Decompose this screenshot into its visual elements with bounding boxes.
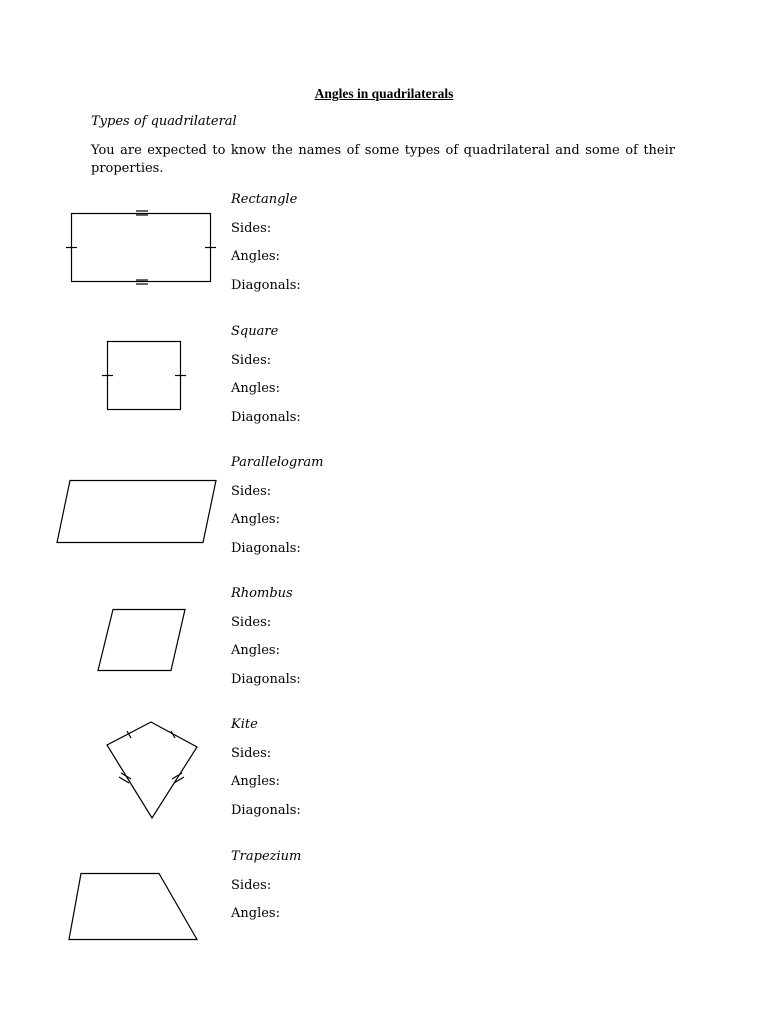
angles-field: Angles: — [231, 906, 280, 921]
rectangle-figure — [66, 211, 216, 284]
diagonals-field: Diagonals: — [231, 540, 301, 556]
parallelogram-figure — [57, 481, 216, 543]
angles-field: Angles: — [231, 381, 280, 396]
rectangle-section — [231, 192, 531, 306]
angles-field: Angles: — [231, 249, 280, 264]
shape-name-kite: Kite — [231, 717, 258, 732]
angles-field: Angles: — [231, 512, 280, 527]
sides-field: Sides: — [231, 877, 272, 893]
square-section — [231, 324, 531, 438]
angles-field: Angles: — [231, 774, 280, 789]
intro-paragraph: You are expected to know the names of some types of quadrilateral and some of their properties. — [91, 143, 675, 176]
sides-field: Sides: — [231, 614, 272, 630]
trapezium-section — [231, 849, 531, 935]
rhombus-section — [231, 586, 531, 700]
shape-name-rectangle: Rectangle — [231, 192, 298, 207]
diagonals-field: Diagonals: — [231, 671, 301, 687]
sides-field: Sides: — [231, 745, 272, 761]
shape-name-square: Square — [231, 324, 279, 339]
shape-name-parallelogram: Parallelogram — [231, 455, 324, 470]
parallelogram-section — [231, 455, 531, 569]
sides-field: Sides: — [231, 220, 272, 236]
sides-field: Sides: — [231, 352, 272, 368]
section-subtitle: Types of quadrilateral — [91, 114, 237, 129]
diagonals-field: Diagonals: — [231, 277, 301, 293]
kite-figure — [107, 722, 197, 818]
shape-name-rhombus: Rhombus — [231, 586, 293, 601]
trapezium-figure — [69, 874, 197, 940]
sides-field: Sides: — [231, 483, 272, 499]
diagonals-field: Diagonals: — [231, 802, 301, 818]
page-title: Angles in quadrilaterals — [314, 86, 454, 101]
square-figure — [102, 342, 186, 410]
kite-section — [231, 717, 531, 831]
angles-field: Angles: — [231, 643, 280, 658]
rhombus-figure — [98, 610, 185, 671]
shape-name-trapezium: Trapezium — [231, 849, 302, 864]
diagonals-field: Diagonals: — [231, 409, 301, 425]
